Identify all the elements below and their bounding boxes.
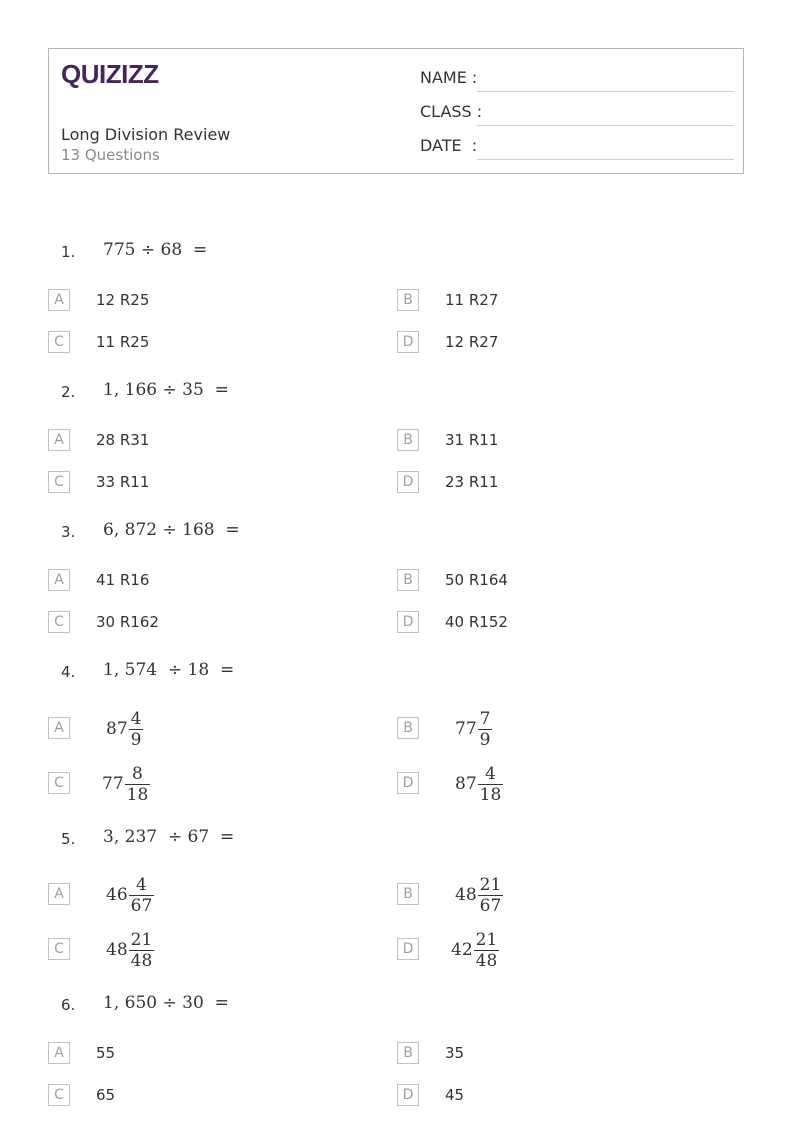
denominator: 9	[479, 729, 491, 750]
date-field[interactable]	[420, 136, 734, 160]
question-3	[0, 519, 794, 545]
option-letter-box: D	[397, 331, 419, 353]
option-c[interactable]	[48, 925, 378, 975]
numerator: 7	[479, 708, 491, 729]
denominator: 18	[126, 784, 149, 805]
denominator: 67	[479, 895, 502, 916]
worksheet-title: Long Division Review	[61, 125, 231, 144]
whole-part: 46	[106, 885, 128, 905]
question-expression: 6, 872 ÷ 168 =	[103, 520, 240, 540]
option-text: 11 R27	[445, 291, 499, 309]
option-letter-box: C	[48, 772, 70, 794]
option-a[interactable]	[48, 704, 378, 754]
whole-part: 77	[102, 774, 124, 794]
question-expression: 1, 166 ÷ 35 =	[103, 380, 229, 400]
mixed-number	[106, 704, 143, 754]
mixed-number	[455, 870, 503, 920]
option-text: 41 R16	[96, 571, 150, 589]
whole-part: 87	[455, 774, 477, 794]
class-field[interactable]	[420, 102, 734, 126]
question-4	[0, 659, 794, 685]
mixed-number	[455, 704, 492, 754]
option-d[interactable]	[397, 611, 727, 637]
date-label: DATE :	[420, 136, 478, 155]
option-letter-box: A	[48, 289, 70, 311]
question-expression: 3, 237 ÷ 67 =	[103, 827, 235, 847]
option-letter-box: B	[397, 883, 419, 905]
option-d[interactable]	[397, 471, 727, 497]
option-text: 33 R11	[96, 473, 150, 491]
numerator: 21	[479, 874, 502, 895]
whole-part: 48	[106, 940, 128, 960]
option-text: 23 R11	[445, 473, 499, 491]
mixed-number	[102, 759, 150, 809]
question-expression: 1, 650 ÷ 30 =	[103, 993, 229, 1013]
option-c[interactable]	[48, 611, 378, 637]
mixed-number	[106, 870, 154, 920]
option-a[interactable]	[48, 429, 378, 455]
option-b[interactable]	[397, 429, 727, 455]
option-text: 65	[96, 1086, 116, 1104]
option-text: 40 R152	[445, 613, 508, 631]
whole-part: 48	[455, 885, 477, 905]
quizizz-logo: QUIZIZZ	[61, 59, 159, 89]
option-letter-box: A	[48, 569, 70, 591]
option-text: 45	[445, 1086, 465, 1104]
question-expression: 775 ÷ 68 =	[103, 240, 208, 260]
option-letter-box: B	[397, 717, 419, 739]
option-text: 12 R27	[445, 333, 499, 351]
class-line[interactable]	[477, 125, 734, 126]
option-letter-box: D	[397, 611, 419, 633]
option-text: 11 R25	[96, 333, 150, 351]
class-label: CLASS :	[420, 102, 483, 121]
option-text: 28 R31	[96, 431, 150, 449]
denominator: 67	[130, 895, 153, 916]
option-text: 35	[445, 1044, 465, 1062]
fraction	[478, 709, 493, 750]
fraction	[478, 875, 504, 916]
question-number: 6.	[61, 996, 76, 1014]
mixed-number	[106, 925, 154, 975]
option-d[interactable]	[397, 759, 727, 809]
option-letter-box: B	[397, 569, 419, 591]
option-c[interactable]	[48, 759, 378, 809]
option-letter-box: A	[48, 717, 70, 739]
option-a[interactable]	[48, 569, 378, 595]
option-b[interactable]	[397, 289, 727, 315]
option-letter-box: A	[48, 429, 70, 451]
question-number: 2.	[61, 383, 76, 401]
option-c[interactable]	[48, 471, 378, 497]
whole-part: 77	[455, 719, 477, 739]
option-letter-box: C	[48, 471, 70, 493]
question-expression: 1, 574 ÷ 18 =	[103, 660, 235, 680]
question-6	[0, 992, 794, 1018]
mixed-number	[455, 759, 503, 809]
option-letter-box: D	[397, 1084, 419, 1106]
numerator: 4	[136, 874, 147, 895]
option-text: 31 R11	[445, 431, 499, 449]
option-letter-box: C	[48, 938, 70, 960]
denominator: 48	[130, 950, 153, 971]
option-d[interactable]	[397, 925, 727, 975]
fraction	[129, 875, 155, 916]
whole-part: 87	[106, 719, 128, 739]
option-letter-box: B	[397, 289, 419, 311]
denominator: 9	[130, 729, 142, 750]
option-b[interactable]	[397, 1042, 727, 1068]
question-5	[0, 826, 794, 852]
option-text: 50 R164	[445, 571, 508, 589]
option-a[interactable]	[48, 1042, 378, 1068]
question-number: 4.	[61, 663, 76, 681]
option-b[interactable]	[397, 704, 727, 754]
option-d[interactable]	[397, 331, 727, 357]
mixed-number	[451, 925, 499, 975]
option-letter-box: D	[397, 471, 419, 493]
option-letter-box: D	[397, 772, 419, 794]
option-b[interactable]	[397, 870, 727, 920]
option-c[interactable]	[48, 331, 378, 357]
option-letter-box: C	[48, 611, 70, 633]
numerator: 21	[475, 929, 498, 950]
fraction	[478, 764, 504, 805]
name-line[interactable]	[477, 91, 734, 92]
option-letter-box: D	[397, 938, 419, 960]
option-letter-box: A	[48, 1042, 70, 1064]
question-number: 3.	[61, 523, 76, 541]
option-c[interactable]	[48, 1084, 378, 1110]
option-a[interactable]	[48, 289, 378, 315]
date-line[interactable]	[477, 159, 734, 160]
fraction	[125, 764, 151, 805]
question-1	[0, 239, 794, 265]
question-number: 1.	[61, 243, 76, 261]
option-a[interactable]	[48, 870, 378, 920]
numerator: 8	[132, 763, 143, 784]
option-text: 12 R25	[96, 291, 150, 309]
question-number: 5.	[61, 830, 76, 848]
denominator: 18	[479, 784, 502, 805]
option-text: 30 R162	[96, 613, 159, 631]
fraction	[129, 709, 144, 750]
option-b[interactable]	[397, 569, 727, 595]
numerator: 21	[130, 929, 153, 950]
question-2	[0, 379, 794, 405]
name-label: NAME :	[420, 68, 478, 87]
option-letter-box: C	[48, 331, 70, 353]
name-field[interactable]	[420, 68, 734, 92]
option-text: 55	[96, 1044, 116, 1062]
option-letter-box: B	[397, 429, 419, 451]
option-letter-box: A	[48, 883, 70, 905]
numerator: 4	[130, 708, 142, 729]
option-letter-box: C	[48, 1084, 70, 1106]
denominator: 48	[475, 950, 498, 971]
numerator: 4	[485, 763, 496, 784]
fraction	[129, 930, 155, 971]
worksheet-header	[48, 48, 744, 174]
whole-part: 42	[451, 940, 473, 960]
fraction	[474, 930, 500, 971]
option-d[interactable]	[397, 1084, 727, 1110]
option-letter-box: B	[397, 1042, 419, 1064]
question-count: 13 Questions	[61, 146, 160, 164]
